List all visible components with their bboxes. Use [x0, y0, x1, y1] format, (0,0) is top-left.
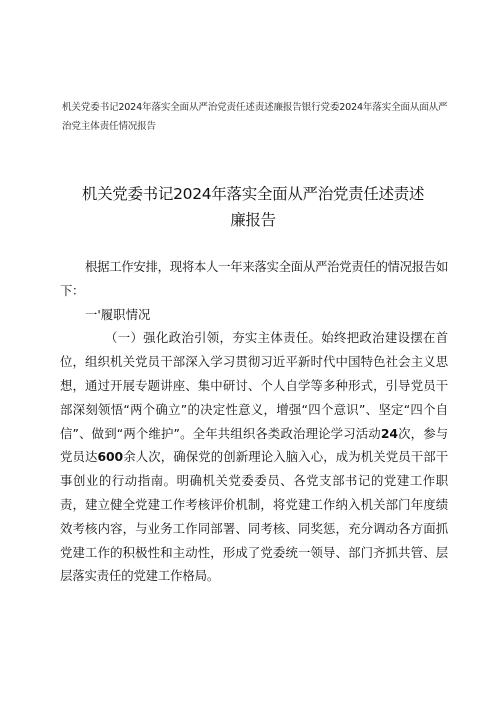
- study-count: 24: [380, 425, 398, 441]
- header-caption: 机关党委书记2024年落实全面从严治党责任述责述廉报告银行党委2024年落实全面从面从严治党主体责任情况报告: [62, 102, 448, 132]
- intro-paragraph: 根据工作安排，现将本人一年来落实全面从严治党责任的情况报告如下：: [60, 259, 448, 298]
- paragraph-1-text-c: 余人次，确保党的创新理论入脑入心，成为机关党员干部干事创业的行动指南。明确机关党委委员、各党支部书记的党建工作职责，建立健全党建工作考核评价机制，将党建工作纳入机关部门年度绩效考核内容，与业务工作同部署、同考核、同奖惩，充分调动各方面抓党建工作的积极性和主动性，形成了党委统一领导、部门齐抓共管、层层落实责任的党建工作格局。: [60, 449, 448, 584]
- paragraph-1-text-a: 始终把政治建设摆在首位，组织机关党员干部深入学习贯彻习近平新时代中国特色社会主义思想，通过开展专题讲座、集中研讨、个人自学等多种形式，引导党员干部深刻领悟“两个确立”的决定性意义，增强“四个意识”、坚定“四个自信”、做到“两个维护”。全年共组织各类政治理论学习活动: [60, 330, 448, 441]
- paragraph-1-text-b: 次，参与党员达: [60, 425, 448, 465]
- member-count: 600: [97, 449, 123, 465]
- document-body: [60, 255, 448, 588]
- document-title: 机关党委书记2024年落实全面从严治党责任述责述廉报告: [81, 185, 425, 229]
- paragraph-1: [60, 326, 448, 588]
- section-heading: 一'履职情况: [85, 306, 151, 322]
- paragraph-1-subheading: （一）强化政治引领，夯实主体责任。: [105, 330, 322, 346]
